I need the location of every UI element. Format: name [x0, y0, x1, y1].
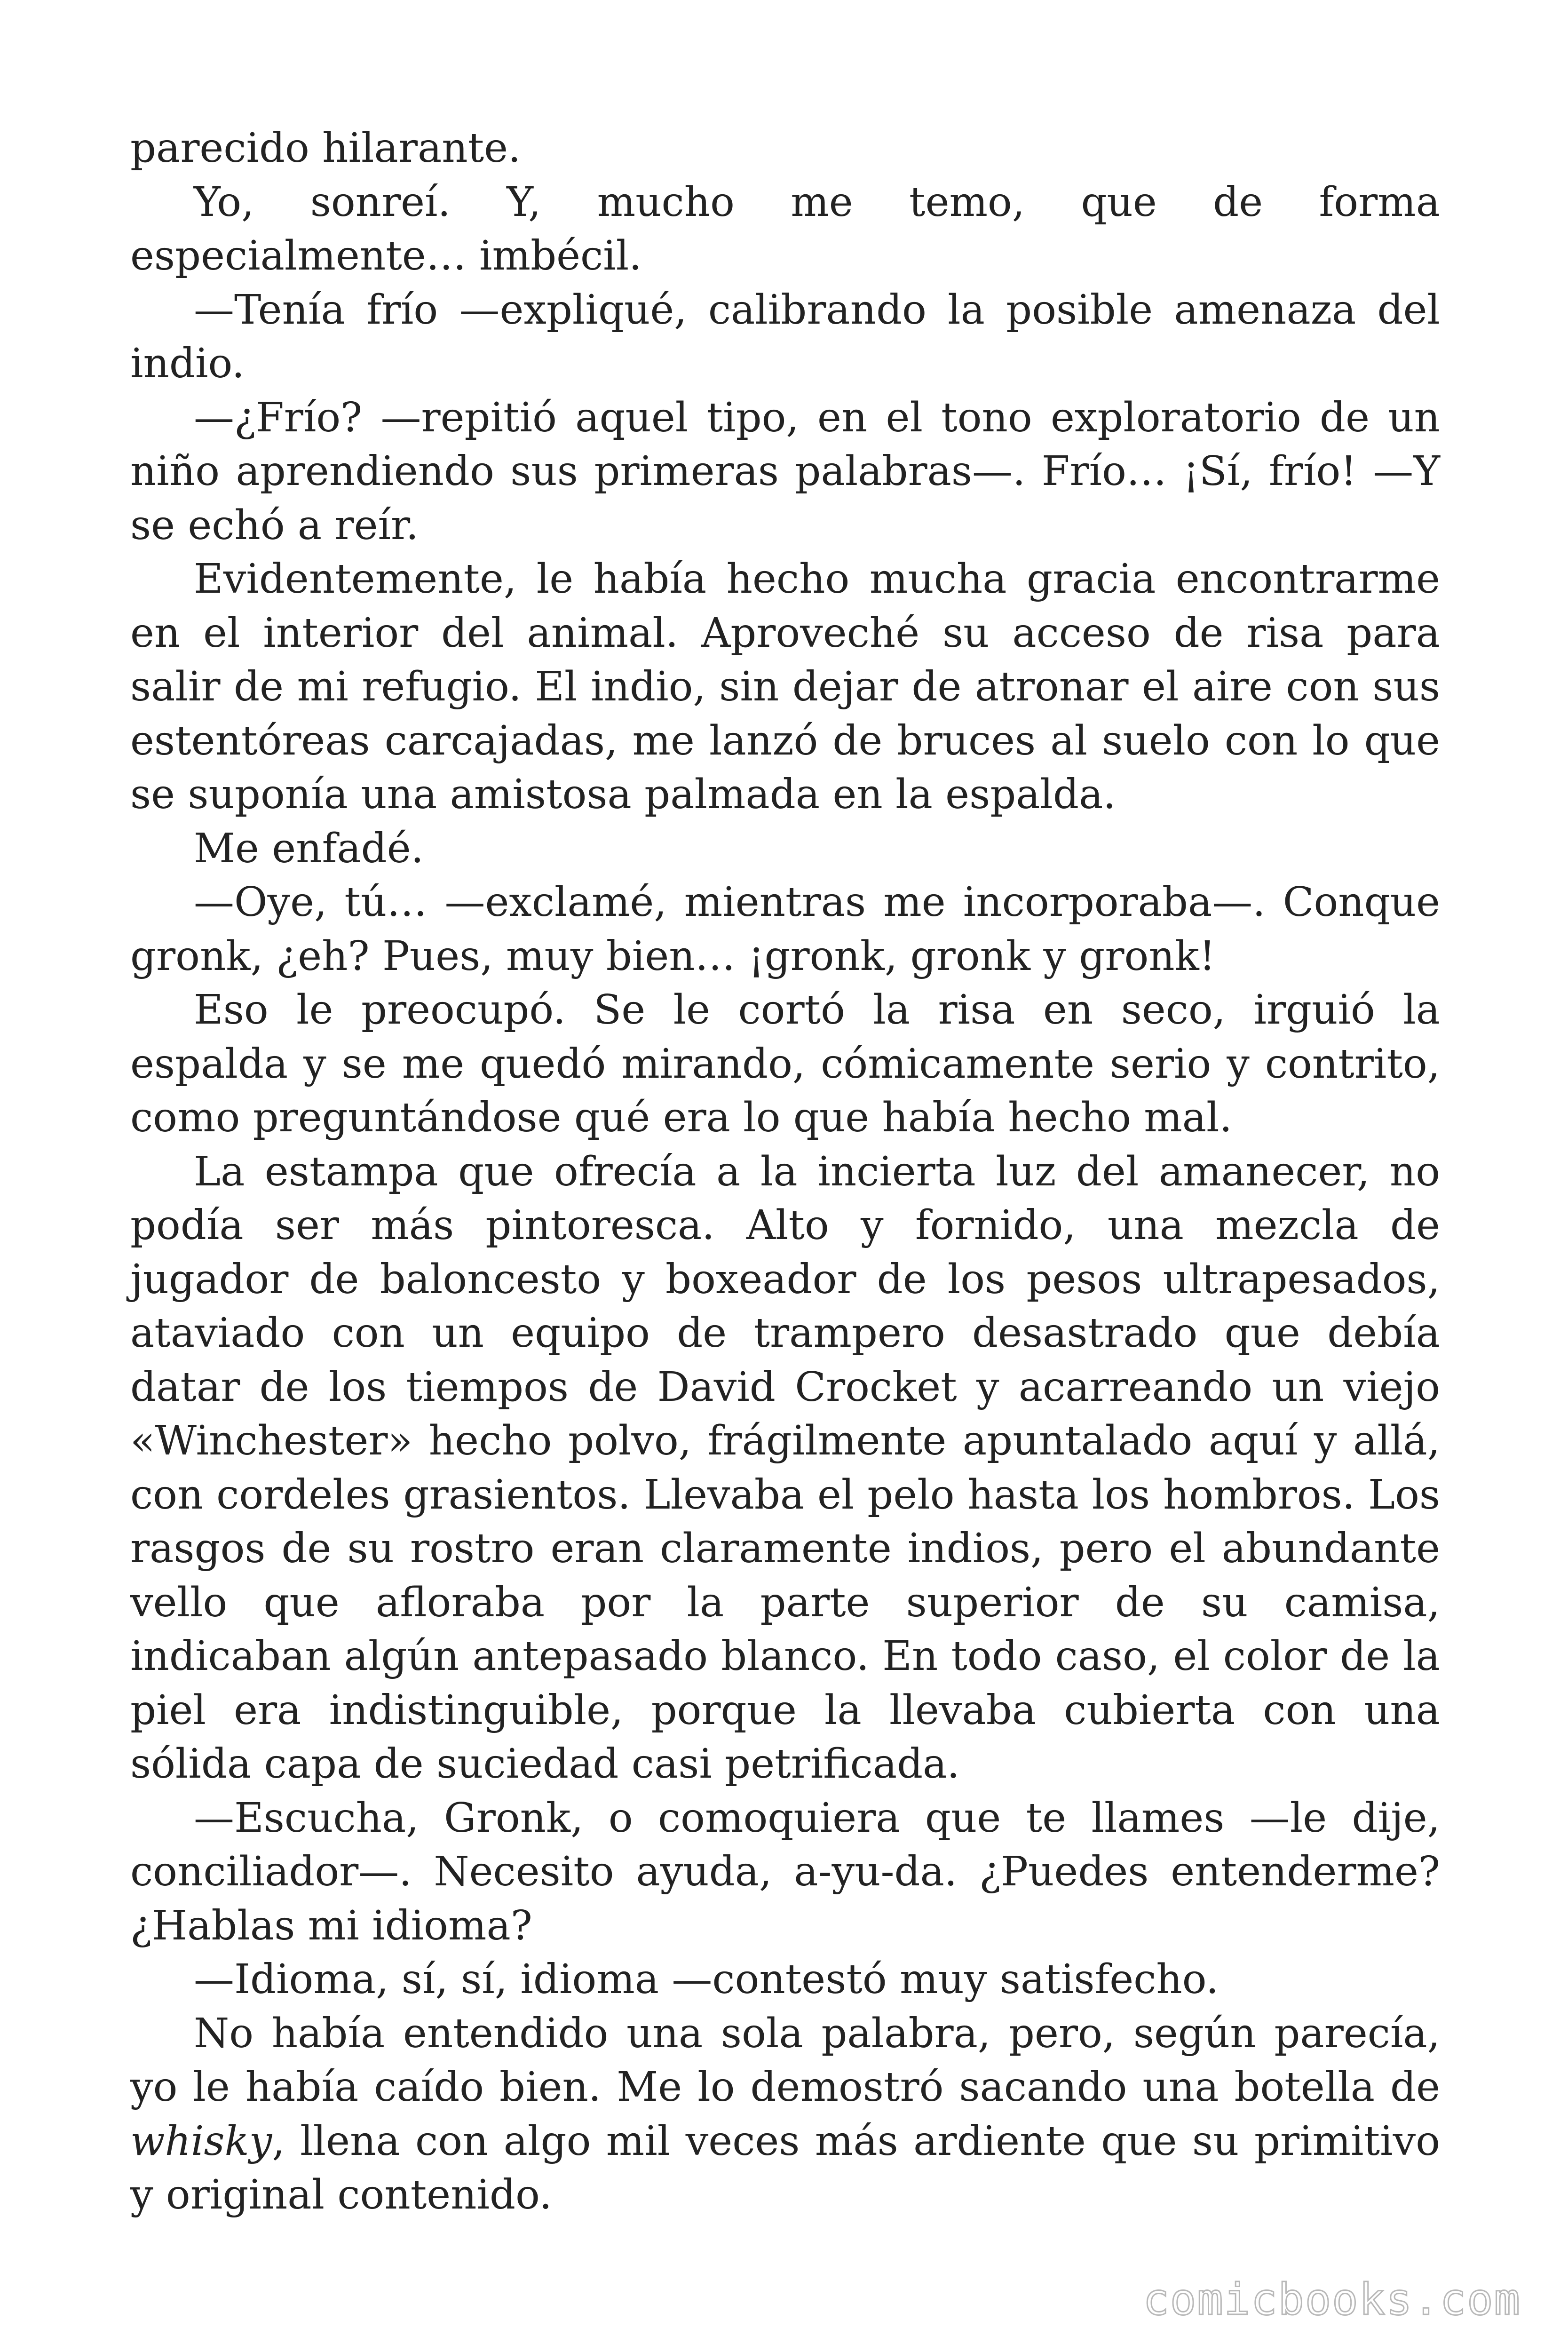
last-paragraph — [130, 2007, 1440, 2222]
book-page-text — [130, 121, 1440, 2222]
paragraph: La estampa que ofrecía a la incierta luz del amanecer, no podía ser más pintoresca. Alto y fornido, una mezcla de jugador de baloncesto y boxeador de los pesos ultrapesados, ataviado con un equipo de trampero desastrado que debía datar de los tiempos de David Crocket y acarreando un viejo «Winchester» hecho polvo, frágilmente apuntalado aquí y allá, con cordeles grasientos. Llevaba el pelo hasta los hombros. Los rasgos de su rostro eran claramente indios, pero el abundante vello que afloraba por la parte superior de su camisa, indicaban algún antepasado blanco. En todo caso, el color de la piel era indistinguible, porque la llevaba cubierta con una sólida capa de suciedad casi petrificada. — [130, 1148, 1440, 1788]
paragraph: Eso le preocupó. Se le cortó la risa en seco, irguió la espalda y se me quedó mirando, cómicamente serio y contrito, como preguntándose qué era lo que había hecho mal. — [130, 986, 1440, 1141]
italic-word: whisky — [130, 2117, 272, 2165]
paragraph: parecido hilarante. — [130, 125, 521, 172]
paragraph: Evidentemente, le había hecho mucha gracia encontrarme en el interior del animal. Aproveché su acceso de risa para salir de mi refugio. El indio, sin dejar de atronar el aire con sus estentóreas carcajadas, me lanzó de bruces al suelo con lo que se suponía una amistosa palmada en la espalda. — [130, 556, 1440, 818]
paragraph: —Oye, tú… —exclamé, mientras me incorporaba—. Conque gronk, ¿eh? Pues, muy bien… ¡gronk, gronk y gronk! — [130, 879, 1440, 980]
paragraph: Yo, sonreí. Y, mucho me temo, que de forma especialmente… imbécil. — [130, 178, 1440, 279]
paragraph: —Escucha, Gronk, o comoquiera que te llames —le dije, conciliador—. Necesito ayuda, a-yu-da. ¿Puedes entenderme? ¿Hablas mi idioma? — [130, 1794, 1440, 1949]
paragraph: —Idioma, sí, sí, idioma —contestó muy satisfecho. — [194, 1956, 1219, 2003]
watermark: comicbooks.com — [1143, 2274, 1521, 2325]
paragraph: —Tenía frío —expliqué, calibrando la posible amenaza del indio. — [130, 286, 1440, 387]
paragraph: Me enfadé. — [194, 825, 424, 872]
last-paragraph-before: No había entendido una sola palabra, pero, según parecía, yo le había caído bien. Me lo demostró sacando una botella de — [130, 2010, 1440, 2111]
last-paragraph-after: , llena con algo mil veces más ardiente que su primitivo y original contenido. — [130, 2117, 1440, 2218]
paragraph: —¿Frío? —repitió aquel tipo, en el tono exploratorio de un niño aprendiendo sus primeras palabras—. Frío… ¡Sí, frío! —Y se echó a reír. — [130, 394, 1440, 549]
